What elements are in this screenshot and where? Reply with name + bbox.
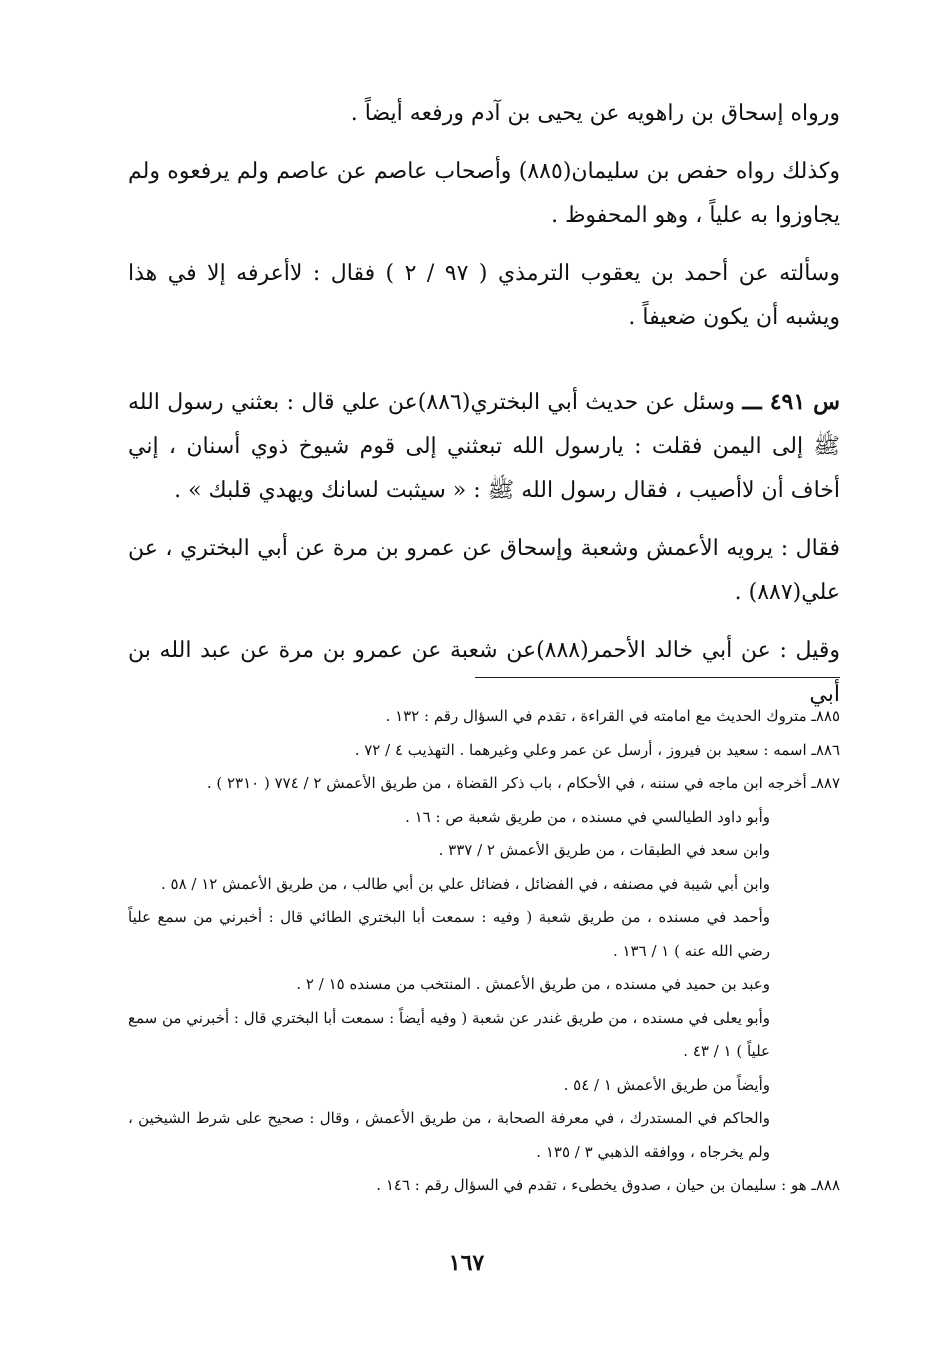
paragraph-2: وكذلك رواه حفص بن سليمان(٨٨٥) وأصحاب عاصم عن عاصم ولم يرفعوه ولم يجاوزوا به علياً ، وهو المحفوظ . xyxy=(128,159,840,228)
footnote-887-line: وابن سعد في الطبقات ، من طريق الأعمش ٢ / ٣٣٧ . xyxy=(438,841,770,859)
footnote-887-line: وأبو يعلى في مسنده ، من طريق غندر عن شعبة ( وفيه أيضاً : سمعت أبا البختري قال : أخبرني من سمع علياً ) ١ / ٤٣ . xyxy=(128,1008,770,1060)
paragraph-3: وسألته عن أحمد بن يعقوب الترمذي ( ٩٧ / ٢ ) فقال : لاأعرفه إلا في هذا ويشبه أن يكون ضعيفاً . xyxy=(128,261,840,330)
footnote-887-line: وأحمد في مسنده ، من طريق شعبة ( وفيه : سمعت أبا البختري الطائي قال : أخبرني من سمع علياً رضي الله عنه ) ١ / ١٣٦ . xyxy=(128,908,770,960)
section-gap xyxy=(128,354,840,380)
footnote-887-line: والحاكم في المستدرك ، في معرفة الصحابة ، من طريق الأعمش ، وقال : صحيح على شرط الشيخين ، ولم يخرجاه ، ووافقه الذهبي ٣ / ١٣٥ . xyxy=(128,1109,770,1161)
footnote-888: ٨٨٨ـ هو : سليمان بن حيان ، صدوق يخطىء ، تقدم في السؤال رقم : ١٤٦ . xyxy=(376,1176,840,1194)
footnote-887-line: وأيضاً من طريق الأعمش ١ / ٥٤ . xyxy=(563,1075,770,1094)
page-number: ١٦٧ xyxy=(448,1250,485,1276)
footnotes xyxy=(128,700,840,1203)
footnote-887-line: وأبو داود الطيالسي في مسنده ، من طريق شعبة ص : ١٦ . xyxy=(405,807,770,826)
answer-paragraph-2: وقيل : عن أبي خالد الأحمر(٨٨٨)عن شعبة عن عمرو بن مرة عن عبد الله بن أبي xyxy=(128,638,840,707)
footnote-887-line: وابن أبي شيبة في مصنفه ، في الفضائل ، فضائل علي بن أبي طالب ، من طريق الأعمش ١٢ / ٥٨ . xyxy=(160,874,770,893)
footnote-887: ٨٨٧ـ أخرجه ابن ماجه في سننه ، في الأحكام ، باب ذكر القضاة ، من طريق الأعمش ٢ / ٧٧٤ ( ٢٣١٠ ) . xyxy=(206,774,840,792)
main-text xyxy=(128,92,840,731)
question-text: وسئل عن حديث أبي البختري(٨٨٦)عن علي قال : بعثني رسول الله ﷺ إلى اليمن فقلت : يارسول الله تبعثني إلى قوم شيوخ ذوي أسنان ، إني أخاف أن لاأصيب ، فقال رسول الله ﷺ : « سيثبت لسانك ويهدي قلبك » . xyxy=(128,390,840,503)
footnote-885: ٨٨٥ـ متروك الحديث مع امامته في القراءة ، تقدم في السؤال رقم : ١٣٢ . xyxy=(385,707,840,725)
answer-paragraph-1: فقال : يرويه الأعمش وشعبة وإسحاق عن عمرو بن مرة عن أبي البختري ، عن علي(٨٨٧) . xyxy=(128,536,840,605)
paragraph-1: ورواه إسحاق بن راهويه عن يحيى بن آدم ورفعه أيضاً . xyxy=(350,101,840,126)
footnote-divider xyxy=(475,677,840,678)
footnote-887-line: وعبد بن حميد في مسنده ، من طريق الأعمش . المنتخب من مسنده ١٥ / ٢ . xyxy=(296,975,770,993)
question-paragraph xyxy=(128,380,840,513)
footnote-886: ٨٨٦ـ اسمه : سعيد بن فيروز ، أرسل عن عمر وعلي وغيرهما . التهذيب ٤ / ٧٢ . xyxy=(354,740,840,759)
question-number: س ٤٩١ ـــ xyxy=(742,389,841,415)
